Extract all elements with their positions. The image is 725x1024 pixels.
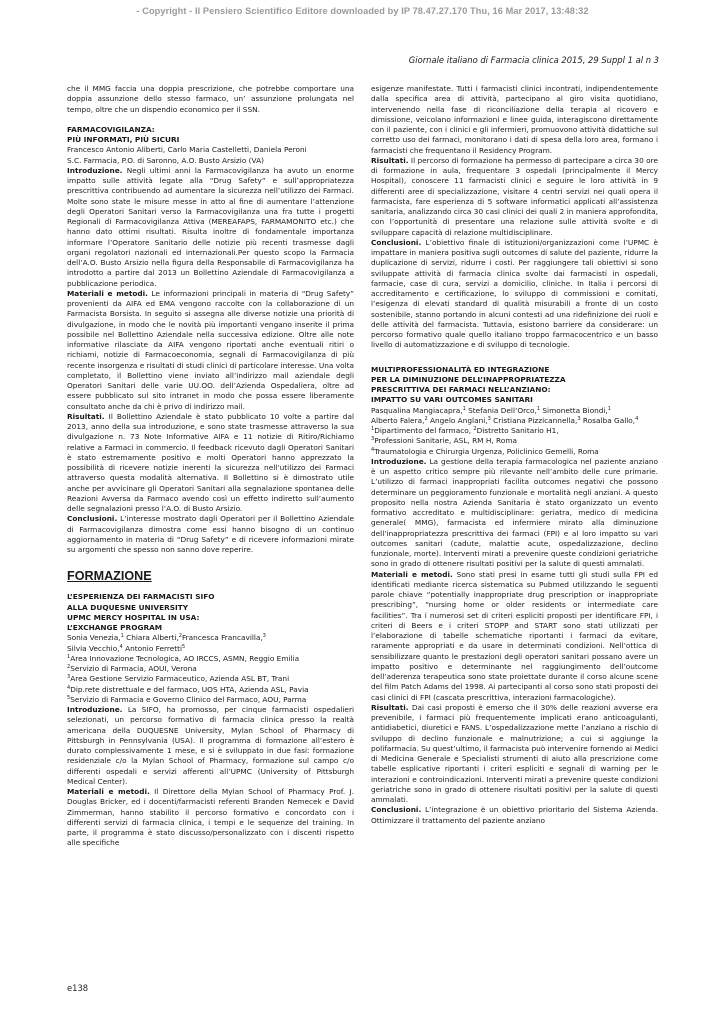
abstract-authors: Pasqualina Mangiacapra,$^1$ Stefania Dell’Orco,$^1$ Simonetta Biondi,$^1$ Alberto Falera,$^2$ Angelo Anglani,$^3$ Cristiana Pizzicannella,$^3$ Rosalba Gallo,$^4$ <box>371 405 639 425</box>
continued-paragraph: esigenze manifestate. Tutti i farmacisti clinici incontrati, indipendentemente dalla specifica area di attività, partecipano al giro visita quotidiano, intervenendo nella fase di riconciliazione della terapia al ricovero e dimissione, veicolano informazioni e linee guida, interagiscono direttamente con il paziente, con i clinici e gli infermieri, promuovono attività didattiche sul corretto uso dei farmaci, monitorano i dati di spesa della loro area, formano i farmacisti che frequentano il Residency Program. <box>371 84 658 155</box>
methods-text: Sono stati presi in esame tutti gli studi sulla FPI ed identificati mediante ricerca sistematica su Pubmed utilizzando le seguenti parole chiave “potentially inappropriate drug prescription or inappropriate prescribing”, “nursing home or older residents or intermediate care facilities”. Tra i numerosi set di criteri espliciti proposti per identificare FPI, i criteri di Beers e i criteri STOPP and START sono stati utilizzati per l’elaborazione di tabelle schematiche riportanti i farmaci da evitare, raramente appropriati e da usare in determinati condizioni. Nell’ottica di sensibilizzare quanto le prestazioni degli operatori sanitari possano avere un impatto positivo e determinante nel raggiungimento dell’outcome dell’aderenza terapeutica sono state proiettate durante il corso alcune scene del film Patch Adams del 1998. Ai partecipanti al corso sono stati proposti dei casi clinici di FPI (cascata prescrittiva, interazioni farmacologiche). <box>371 569 659 702</box>
methods-text: Le informazioni principali in materia di “Drug Safety” provenienti da AIFA ed EMA vengono raccolte con la collaborazione di un Farmacista Borsista. In seguito si assegna alle diverse notizie una priorità di divulgazione, in modo che le novità più importanti vengano inserite il prima possibile nel Bollettino Aziendale nella successiva edizione. Oltre alle note informative rilasciate da AIFA vengono riportati anche eventuali ritiri o richiami, notizie di Farmacoeconomia, segnali di Farmacovigilanza di più recente insorgenza e risultati di studi clinici di particolare interesse. Una volta completato, il Bollettino viene inviato all’indirizzo mail aziendale degli Operatori Sanitari delle varie UU.OO. dell’Azienda Ospedaliera, oltre ad essere pubblicato sul sito intranet in modo che possa essere liberamente consultato anche da chi è privo di indirizzo mail. <box>67 288 355 411</box>
abstract-farmacovigilanza <box>67 125 354 556</box>
abstract-introduction <box>67 166 354 289</box>
abstract-results <box>67 412 354 515</box>
conclusions-text: L’integrazione è un obiettivo prioritario del Sistema Azienda. Ottimizzare il trattamento del paziente anziano <box>371 805 658 825</box>
abstract-conclusions <box>371 805 658 826</box>
right-column <box>371 84 658 826</box>
abstract-title-line: IMPATTO SU VARI OUTCOMES SANITARI <box>371 395 533 405</box>
affiliation-line: $^3$Professioni Sanitarie, ASL, RM H, Roma <box>371 436 517 446</box>
results-heading: Risultati. <box>67 411 105 421</box>
abstract-title-line: PER LA DIMINUZIONE DELL’INAPPROPRIATEZZA <box>371 374 566 384</box>
affiliation-line: $^1$Dipartimento del farmaco, $^2$Distretto Sanitario H1, <box>371 426 559 435</box>
introduction-heading: Introduzione. <box>67 705 123 714</box>
abstract-methods <box>67 289 354 412</box>
introduction-text: Negli ultimi anni la Farmacovigilanza ha avuto un enorme impatto sulle attività legate alla “Drug Safety” e sull’appropriatezza prescrittiva contribuendo ad aumentare la sicurezza nell’utilizzo dei Farmaci. Molte sono state le misure messe in atto al fine di aumentare l’attenzione degli Operatori Sanitari verso la Farmacovigilanza una fra tutte i progetti Regionali di Farmacovigilanza Attiva (MEREAFAPS, FARMAMONITO etc.) che hanno dato ottimi risultati. Risulta inoltre di fondamentale importanza informare l’Operatore Sanitario delle notizie più recenti trasmesse dagli organi regolatori nazionali ed internazionali.Per questo scopo la Farmacia dell’A.O. Busto Arsizio nella figura della Responsabile di Farmacovigilanza ha introdotto a partire dal 2013 un Bollettino Aziendale di Farmacovigilanza a pubblicazione periodica. <box>67 165 354 288</box>
results-heading: Risultati. <box>371 702 409 712</box>
abstract-affiliation: S.C. Farmacia, P.O. di Saronno, A.O. Busto Arsizio (VA) <box>67 155 264 165</box>
section-title-formazione: FORMAZIONE <box>67 569 152 584</box>
abstract-methods <box>371 570 658 703</box>
abstract-methods <box>67 787 354 849</box>
abstract-conclusions <box>371 238 658 351</box>
affiliation-line: $^2$Servizio di Farmacia, AOUI, Verona <box>67 664 197 673</box>
conclusions-text: L’interesse mostrato dagli Operatori per il Bollettino Aziendale di Farmacovigilanza dimostra come essi hanno bisogno di un continuo aggiornamento in materia di “Drug Safety” e di ricevere informazioni mirate su argomenti che spesso non sanno dove reperire. <box>67 514 354 554</box>
abstract-authors: Francesco Antonio Aliberti, Carlo Maria Castelletti, Daniela Peroni <box>67 145 307 155</box>
conclusions-heading: Conclusioni. <box>371 805 422 815</box>
affiliation-line: $^5$Servizio di Farmacia e Governo Clinico del Farmaco, AOU, Parma <box>67 694 307 704</box>
continued-paragraph: che il MMG faccia una doppia prescrizione, che potrebbe comportare una doppia assunzione dello stesso farmaco, un’ assunzione prolungata nel tempo, oltre che un dispendio economico per il SSN. <box>67 84 354 114</box>
results-text: Il percorso di formazione ha permesso di partecipare a circa 30 ore di formazione in aula, frequentare 3 ospedali (principalmente il Mercy Hospital), conoscere 11 farmacisti clinici e seguire le loro attività in 9 differenti aree di specializzazione, visitare 4 centri servizi nei quali opera il farmacista, fare esperienza di 5 software informatici applicati all’assistenza sanitaria, analizzando circa 30 casi clinici dei quali 2 in maniera approfondita, con l’opportunità di presentare una relazione sulle attività svolte e di sviluppare capacità di relazione multidisciplinare. <box>371 155 658 237</box>
abstract-title-line: MULTIPROFESSIONALITÀ ED INTEGRAZIONE <box>371 364 550 374</box>
abstract-title-line: ALLA DUQUESNE UNIVERSITY <box>67 602 189 612</box>
methods-heading: Materiali e metodi. <box>67 787 150 796</box>
conclusions-heading: Conclusioni. <box>67 514 118 524</box>
left-column <box>67 84 354 849</box>
abstract-title-line: PRESCRITTIVA DEI FARMACI NELL’ANZIANO: <box>371 385 551 394</box>
abstract-title-line: L’EXCHANGE PROGRAM <box>67 623 163 632</box>
affiliation-line: $^1$Area Innovazione Tecnologica, AO IRCCS, ASMN, Reggio Emilia <box>67 653 300 663</box>
conclusions-heading: Conclusioni. <box>371 237 422 247</box>
abstract-title-line: FARMACOVIGILANZA: <box>67 124 155 134</box>
abstract-introduction <box>371 457 658 570</box>
abstract-title-line: L’ESPERIENZA DEI FARMACISTI SIFO <box>67 592 215 602</box>
abstract-introduction <box>67 705 354 787</box>
conclusions-text: L’obiettivo finale di istituzioni/organizzazioni come l’UPMC è impattare in maniera positiva sugli outcomes di salute del paziente, ridurre la duplicazione di servizi, ridurre i costi. Per raggiungere tali obiettivi si sono sviluppate attività di farmacia clinica svolte dai farmacisti in ospedali, farmacie, case di cura, servizi a domicilio, cliniche. In Italia i percorsi di accreditamento e certificazione, lo sviluppo di commissioni e comitati, l’esigenza di elevati standard di qualità misurabili a fronte di un costo sostenibile, stanno portando in alcuni contesti ad una ridefinizione dei ruoli e delle attività del farmacista. Tuttavia, esistono barriere da considerare: un percorso formativo quale quello italiano troppo farmacocentrico e un basso livello di automatizzazione e di sviluppo di tecnologie. <box>371 237 658 350</box>
introduction-text: La SIFO, ha promosso, per cinque farmacisti ospedalieri selezionati, un percorso formativo di farmacia clinica presso la realtà americana della DUQUESNE University, Mylan School of Pharmacy di Pittsburgh in Pennsylvania (USA). Il programma di formazione all’estero è durato complessivamente 1 mese, e si è sviluppato in due fasi: formazione residenziale c/o la Mylan School of Pharmacy, formazione sul campo c/o differenti ospedali e servizi afferenti all’UPMC (University of Pittsburgh Medical Center). <box>67 705 354 786</box>
methods-text: Il Direttore della Mylan School of Pharmacy Prof. J. Douglas Bricker, ed i docenti/farmacisti referenti Branden Nemecek e David Zimmerman, hanno stabilito il percorso formativo e concordato con i differenti servizi di farmacia clinica, i tempi e le sequenze del training. In parte, il programma è stato discusso/personalizzato con i discenti rispetto alle specifiche <box>67 787 355 848</box>
journal-running-head: Giornale italiano di Farmacia clinica 2015, 29 Suppl 1 al n 3 <box>408 55 659 65</box>
affiliation-line: $^4$Traumatologia e Chirurgia Urgenza, Policlinico Gemelli, Roma <box>371 446 599 456</box>
copyright-banner: - Copyright - Il Pensiero Scientifico Editore downloaded by IP 78.47.27.170 Thu, 16 Mar 2017, 13:48:32 <box>136 6 589 16</box>
abstract-sifo-exchange <box>67 592 354 848</box>
page-number: e138 <box>67 983 89 993</box>
methods-heading: Materiali e metodi. <box>371 569 453 579</box>
methods-heading: Materiali e metodi. <box>67 288 148 298</box>
introduction-text: La gestione della terapia farmacologica nel paziente anziano è un aspetto critico sempre più rilevante nell’ambito delle cure primarie. L’utilizzo di farmaci inappropriati facilita outcomes negativi che possono determinare un peggioramento funzionale e mortalità negli anziani. A questo proposito nella nostra Azienda Sanitaria è stato organizzato un evento formativo accreditato e multidisciplinare: geriatra, medico di medicina generale( MMG), farmacista ed infermiere mirato alla diminuzione dell’inappropriatezza prescrittiva dei farmaci (FPI) e al loro impatto su vari outcomes sanitari (cadute, malattie acute, ospedalizzazione, declino funzionale, morte). Interventi mirati a prevenire queste condizioni geriatriche sono in grado di ottenere risultati positivi per la salute di questi ammalati. <box>371 456 658 569</box>
affiliation-line: $^4$Dip.rete distrettuale e del farmaco, UOS HTA, Azienda ASL, Pavia <box>67 684 309 694</box>
abstract-title-line: PIÙ INFORMATI, PIÙ SICURI <box>67 135 180 144</box>
abstract-multiprofessionalita <box>371 365 658 826</box>
abstract-results <box>371 703 658 806</box>
introduction-heading: Introduzione. <box>371 456 427 466</box>
results-text: Il Bollettino Aziendale è stato pubblicato 10 volte a partire dal 2013, anno della sua introduzione, e sono state trasmesse attraverso la sua divulgazione n. 73 Note Informative AIFA e 11 notizie di Ritiro/Richiamo relative a Farmaci in commercio. Il feedback ricevuto dagli Operatori Sanitari è stato estremamente positivo e molti Operatori hanno apprezzato la possibilità di ricevere notizie inerenti la sicurezza nell’utilizzo dei Farmaci attraverso questa modalità alternativa. Il Bollettino si è dimostrato utile anche per avvicinare gli Operatori Sanitari alla segnalazione spontanea delle Reazioni Avversa da Farmaco avendo così un effetto indiretto sull’aumento delle segnalazioni presso l’A.O. di Busto Arsizio. <box>67 411 354 513</box>
abstract-results <box>371 156 658 238</box>
affiliation-line: $^3$Area Gestione Servizio Farmaceutico, Azienda ASL BT, Trani <box>67 674 290 684</box>
introduction-heading: Introduzione. <box>67 165 123 175</box>
results-heading: Risultati. <box>371 155 409 165</box>
abstract-title-line: UPMC MERCY HOSPITAL IN USA: <box>67 612 200 622</box>
abstract-conclusions <box>67 514 354 555</box>
results-text: Dai casi proposti è emerso che il 30% delle reazioni avverse era prevenibile, i farmaci più frequentemente implicati erano anticoagulanti, antidiabetici, diuretici e FANS. L’ospedalizzazione mette l’anziano a rischio di sviluppo di declino funzionale e malnutrizione; a cui si aggiunge la polifarmacia. Su quest’ultimo, il farmacista può intervenire fornendo ai Medici di Medicina Generale e Specialisti strumenti di aiuto alla prescrizione come tabelle esplicative riportanti i criteri espliciti e segnali di warning per le interazioni e controindicazioni. Interventi mirati a prevenire queste condizioni geriatriche sono in grado di ottenere risultati positivi per la salute di questi ammalati. <box>371 702 658 804</box>
abstract-authors: Sonia Venezia,$^1$ Chiara Alberti,$^2$Francesca Francavilla,$^3$ Silvia Vecchio,$^4$ Antonio Ferretti$^5$ <box>67 633 266 653</box>
